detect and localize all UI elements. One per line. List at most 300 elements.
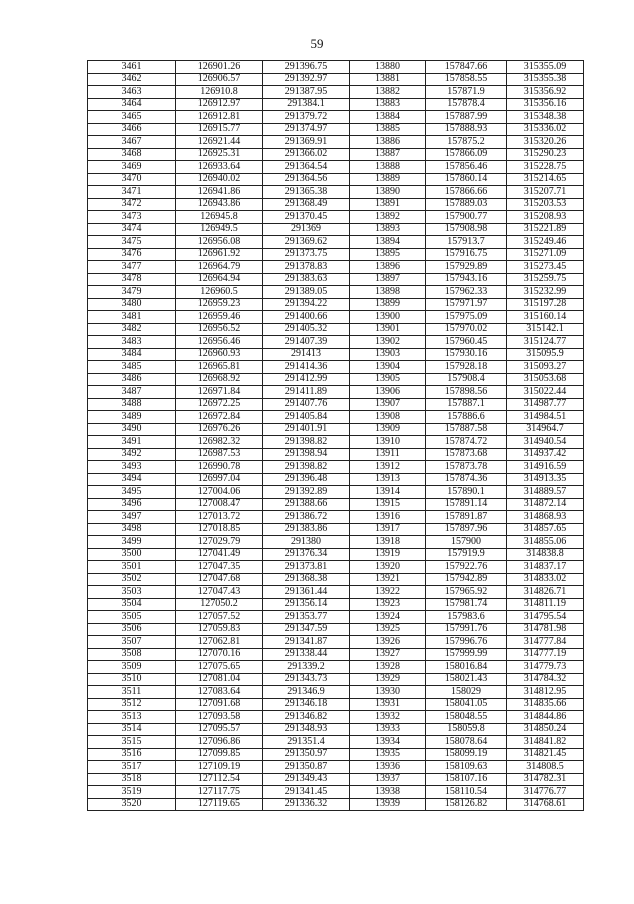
point-number-left-cell: 3491 (88, 436, 176, 449)
x-coordinate-left-cell: 126956.08 (176, 236, 263, 249)
x-coordinate-left-cell: 127004.06 (176, 486, 263, 499)
x-coordinate-left-cell: 126964.94 (176, 273, 263, 286)
point-number-left-cell: 3489 (88, 411, 176, 424)
x-coordinate-left-cell: 126990.78 (176, 461, 263, 474)
coordinate-table-body (88, 61, 584, 811)
y-coordinate-left-cell: 291388.66 (263, 498, 350, 511)
table-row (88, 723, 584, 736)
y-coordinate-left-cell: 291368.49 (263, 198, 350, 211)
point-number-right-cell: 13890 (350, 186, 426, 199)
point-number-left-cell: 3513 (88, 711, 176, 724)
y-coordinate-right-cell: 314833.02 (507, 573, 584, 586)
y-coordinate-left-cell: 291350.87 (263, 761, 350, 774)
table-row (88, 323, 584, 336)
x-coordinate-left-cell: 127117.75 (176, 786, 263, 799)
coordinate-table (87, 60, 584, 811)
x-coordinate-left-cell: 127018.85 (176, 523, 263, 536)
y-coordinate-left-cell: 291387.95 (263, 86, 350, 99)
page-number: 59 (310, 36, 324, 51)
y-coordinate-left-cell: 291407.39 (263, 336, 350, 349)
table-row (88, 61, 584, 74)
x-coordinate-right-cell: 157875.2 (426, 136, 507, 149)
point-number-right-cell: 13896 (350, 261, 426, 274)
y-coordinate-left-cell: 291336.32 (263, 798, 350, 811)
x-coordinate-right-cell: 157916.75 (426, 248, 507, 261)
y-coordinate-left-cell: 291338.44 (263, 648, 350, 661)
x-coordinate-right-cell: 157886.6 (426, 411, 507, 424)
table-row (88, 211, 584, 224)
table-row (88, 523, 584, 536)
x-coordinate-right-cell: 158016.84 (426, 661, 507, 674)
x-coordinate-right-cell: 157943.16 (426, 273, 507, 286)
x-coordinate-left-cell: 126968.92 (176, 373, 263, 386)
table-row (88, 636, 584, 649)
y-coordinate-left-cell: 291346.18 (263, 698, 350, 711)
point-number-left-cell: 3516 (88, 748, 176, 761)
y-coordinate-right-cell: 314779.73 (507, 661, 584, 674)
x-coordinate-left-cell: 127093.58 (176, 711, 263, 724)
y-coordinate-right-cell: 314844.86 (507, 711, 584, 724)
table-row (88, 411, 584, 424)
x-coordinate-right-cell: 157887.1 (426, 398, 507, 411)
y-coordinate-right-cell: 315348.38 (507, 111, 584, 124)
y-coordinate-left-cell: 291413 (263, 348, 350, 361)
point-number-right-cell: 13906 (350, 386, 426, 399)
x-coordinate-left-cell: 127109.19 (176, 761, 263, 774)
x-coordinate-left-cell: 127059.83 (176, 623, 263, 636)
x-coordinate-left-cell: 127047.43 (176, 586, 263, 599)
table-row (88, 648, 584, 661)
y-coordinate-left-cell: 291389.05 (263, 286, 350, 299)
x-coordinate-right-cell: 157858.55 (426, 73, 507, 86)
point-number-right-cell: 13934 (350, 736, 426, 749)
table-row (88, 423, 584, 436)
x-coordinate-right-cell: 158029 (426, 686, 507, 699)
point-number-left-cell: 3462 (88, 73, 176, 86)
y-coordinate-left-cell: 291405.32 (263, 323, 350, 336)
y-coordinate-right-cell: 314937.42 (507, 448, 584, 461)
x-coordinate-left-cell: 127029.79 (176, 536, 263, 549)
y-coordinate-right-cell: 315053.68 (507, 373, 584, 386)
x-coordinate-left-cell: 126987.53 (176, 448, 263, 461)
y-coordinate-right-cell: 315320.26 (507, 136, 584, 149)
x-coordinate-right-cell: 157975.09 (426, 311, 507, 324)
x-coordinate-right-cell: 158048.55 (426, 711, 507, 724)
y-coordinate-right-cell: 315142.1 (507, 323, 584, 336)
point-number-left-cell: 3482 (88, 323, 176, 336)
table-row (88, 686, 584, 699)
x-coordinate-left-cell: 126925.31 (176, 148, 263, 161)
point-number-right-cell: 13927 (350, 648, 426, 661)
table-row (88, 173, 584, 186)
y-coordinate-right-cell: 315124.77 (507, 336, 584, 349)
point-number-right-cell: 13937 (350, 773, 426, 786)
x-coordinate-right-cell: 157996.76 (426, 636, 507, 649)
x-coordinate-left-cell: 127008.47 (176, 498, 263, 511)
table-row (88, 736, 584, 749)
point-number-left-cell: 3493 (88, 461, 176, 474)
x-coordinate-left-cell: 126972.84 (176, 411, 263, 424)
point-number-left-cell: 3475 (88, 236, 176, 249)
x-coordinate-right-cell: 157983.6 (426, 611, 507, 624)
point-number-right-cell: 13922 (350, 586, 426, 599)
table-row (88, 711, 584, 724)
point-number-right-cell: 13921 (350, 573, 426, 586)
y-coordinate-left-cell: 291401.91 (263, 423, 350, 436)
point-number-right-cell: 13918 (350, 536, 426, 549)
y-coordinate-left-cell: 291392.89 (263, 486, 350, 499)
point-number-left-cell: 3486 (88, 373, 176, 386)
y-coordinate-left-cell: 291341.87 (263, 636, 350, 649)
x-coordinate-left-cell: 126912.97 (176, 98, 263, 111)
point-number-right-cell: 13889 (350, 173, 426, 186)
table-row (88, 561, 584, 574)
y-coordinate-left-cell: 291379.72 (263, 111, 350, 124)
point-number-right-cell: 13905 (350, 373, 426, 386)
x-coordinate-right-cell: 157930.16 (426, 348, 507, 361)
y-coordinate-right-cell: 315355.38 (507, 73, 584, 86)
point-number-left-cell: 3477 (88, 261, 176, 274)
x-coordinate-left-cell: 127047.68 (176, 573, 263, 586)
x-coordinate-left-cell: 127099.85 (176, 748, 263, 761)
y-coordinate-right-cell: 314821.45 (507, 748, 584, 761)
point-number-left-cell: 3506 (88, 623, 176, 636)
table-row (88, 586, 584, 599)
x-coordinate-right-cell: 157871.9 (426, 86, 507, 99)
x-coordinate-right-cell: 157908.4 (426, 373, 507, 386)
y-coordinate-right-cell: 315271.09 (507, 248, 584, 261)
y-coordinate-right-cell: 315160.14 (507, 311, 584, 324)
point-number-right-cell: 13880 (350, 61, 426, 74)
point-number-left-cell: 3517 (88, 761, 176, 774)
point-number-left-cell: 3466 (88, 123, 176, 136)
point-number-right-cell: 13911 (350, 448, 426, 461)
x-coordinate-right-cell: 157878.4 (426, 98, 507, 111)
y-coordinate-right-cell: 314837.17 (507, 561, 584, 574)
point-number-left-cell: 3505 (88, 611, 176, 624)
point-number-left-cell: 3498 (88, 523, 176, 536)
point-number-left-cell: 3504 (88, 598, 176, 611)
y-coordinate-right-cell: 314984.51 (507, 411, 584, 424)
point-number-right-cell: 13886 (350, 136, 426, 149)
y-coordinate-right-cell: 315207.71 (507, 186, 584, 199)
table-row (88, 261, 584, 274)
table-row (88, 186, 584, 199)
y-coordinate-right-cell: 314889.57 (507, 486, 584, 499)
y-coordinate-right-cell: 315095.9 (507, 348, 584, 361)
y-coordinate-left-cell: 291400.66 (263, 311, 350, 324)
table-row (88, 386, 584, 399)
table-row (88, 598, 584, 611)
point-number-left-cell: 3468 (88, 148, 176, 161)
table-row (88, 798, 584, 811)
x-coordinate-right-cell: 157960.45 (426, 336, 507, 349)
x-coordinate-left-cell: 126959.46 (176, 311, 263, 324)
x-coordinate-right-cell: 157891.87 (426, 511, 507, 524)
y-coordinate-left-cell: 291346.82 (263, 711, 350, 724)
table-row (88, 286, 584, 299)
point-number-left-cell: 3507 (88, 636, 176, 649)
x-coordinate-right-cell: 157856.46 (426, 161, 507, 174)
x-coordinate-left-cell: 127112.54 (176, 773, 263, 786)
table-row (88, 436, 584, 449)
x-coordinate-left-cell: 126906.57 (176, 73, 263, 86)
table-row (88, 161, 584, 174)
point-number-right-cell: 13929 (350, 673, 426, 686)
point-number-left-cell: 3500 (88, 548, 176, 561)
x-coordinate-right-cell: 157928.18 (426, 361, 507, 374)
y-coordinate-right-cell: 314776.77 (507, 786, 584, 799)
table-row (88, 136, 584, 149)
point-number-left-cell: 3509 (88, 661, 176, 674)
x-coordinate-right-cell: 157981.74 (426, 598, 507, 611)
point-number-left-cell: 3490 (88, 423, 176, 436)
table-row (88, 336, 584, 349)
point-number-left-cell: 3484 (88, 348, 176, 361)
y-coordinate-right-cell: 315221.89 (507, 223, 584, 236)
x-coordinate-left-cell: 126943.86 (176, 198, 263, 211)
point-number-right-cell: 13888 (350, 161, 426, 174)
point-number-right-cell: 13900 (350, 311, 426, 324)
y-coordinate-right-cell: 314777.84 (507, 636, 584, 649)
table-row (88, 761, 584, 774)
y-coordinate-left-cell: 291378.83 (263, 261, 350, 274)
point-number-right-cell: 13935 (350, 748, 426, 761)
y-coordinate-right-cell: 315203.53 (507, 198, 584, 211)
x-coordinate-left-cell: 127070.16 (176, 648, 263, 661)
table-row (88, 298, 584, 311)
x-coordinate-right-cell: 158059.8 (426, 723, 507, 736)
table-row (88, 198, 584, 211)
x-coordinate-left-cell: 126956.46 (176, 336, 263, 349)
y-coordinate-left-cell: 291348.93 (263, 723, 350, 736)
point-number-left-cell: 3469 (88, 161, 176, 174)
y-coordinate-left-cell: 291411.89 (263, 386, 350, 399)
table-row (88, 536, 584, 549)
x-coordinate-right-cell: 157971.97 (426, 298, 507, 311)
x-coordinate-right-cell: 157887.58 (426, 423, 507, 436)
point-number-right-cell: 13882 (350, 86, 426, 99)
x-coordinate-right-cell: 157866.09 (426, 148, 507, 161)
point-number-right-cell: 13938 (350, 786, 426, 799)
y-coordinate-left-cell: 291373.81 (263, 561, 350, 574)
point-number-right-cell: 13919 (350, 548, 426, 561)
y-coordinate-right-cell: 315273.45 (507, 261, 584, 274)
y-coordinate-left-cell: 291374.97 (263, 123, 350, 136)
y-coordinate-right-cell: 315259.75 (507, 273, 584, 286)
point-number-left-cell: 3514 (88, 723, 176, 736)
x-coordinate-right-cell: 158078.64 (426, 736, 507, 749)
x-coordinate-right-cell: 157970.02 (426, 323, 507, 336)
point-number-left-cell: 3481 (88, 311, 176, 324)
y-coordinate-right-cell: 315208.93 (507, 211, 584, 224)
x-coordinate-right-cell: 157919.9 (426, 548, 507, 561)
x-coordinate-left-cell: 126912.81 (176, 111, 263, 124)
table-row (88, 98, 584, 111)
table-row (88, 311, 584, 324)
x-coordinate-left-cell: 126976.26 (176, 423, 263, 436)
point-number-left-cell: 3495 (88, 486, 176, 499)
y-coordinate-left-cell: 291356.14 (263, 598, 350, 611)
x-coordinate-left-cell: 126965.81 (176, 361, 263, 374)
x-coordinate-left-cell: 126933.64 (176, 161, 263, 174)
y-coordinate-right-cell: 314812.95 (507, 686, 584, 699)
point-number-left-cell: 3502 (88, 573, 176, 586)
table-row (88, 73, 584, 86)
y-coordinate-right-cell: 314857.65 (507, 523, 584, 536)
y-coordinate-left-cell: 291366.02 (263, 148, 350, 161)
y-coordinate-right-cell: 314838.8 (507, 548, 584, 561)
table-row (88, 248, 584, 261)
x-coordinate-right-cell: 157922.76 (426, 561, 507, 574)
table-row (88, 361, 584, 374)
table-row (88, 223, 584, 236)
y-coordinate-right-cell: 314872.14 (507, 498, 584, 511)
x-coordinate-left-cell: 126972.25 (176, 398, 263, 411)
point-number-right-cell: 13930 (350, 686, 426, 699)
x-coordinate-left-cell: 126960.93 (176, 348, 263, 361)
y-coordinate-left-cell: 291341.45 (263, 786, 350, 799)
table-row (88, 498, 584, 511)
point-number-left-cell: 3470 (88, 173, 176, 186)
y-coordinate-left-cell: 291394.22 (263, 298, 350, 311)
table-row (88, 373, 584, 386)
y-coordinate-right-cell: 315290.23 (507, 148, 584, 161)
y-coordinate-right-cell: 314855.06 (507, 536, 584, 549)
x-coordinate-left-cell: 127041.49 (176, 548, 263, 561)
y-coordinate-left-cell: 291373.75 (263, 248, 350, 261)
point-number-right-cell: 13925 (350, 623, 426, 636)
point-number-right-cell: 13916 (350, 511, 426, 524)
point-number-left-cell: 3461 (88, 61, 176, 74)
x-coordinate-left-cell: 126910.8 (176, 86, 263, 99)
point-number-right-cell: 13884 (350, 111, 426, 124)
y-coordinate-right-cell: 315356.92 (507, 86, 584, 99)
point-number-right-cell: 13902 (350, 336, 426, 349)
x-coordinate-left-cell: 126901.26 (176, 61, 263, 74)
x-coordinate-left-cell: 127091.68 (176, 698, 263, 711)
point-number-right-cell: 13928 (350, 661, 426, 674)
point-number-right-cell: 13883 (350, 98, 426, 111)
table-row (88, 461, 584, 474)
point-number-right-cell: 13939 (350, 798, 426, 811)
y-coordinate-right-cell: 314916.59 (507, 461, 584, 474)
x-coordinate-right-cell: 157908.98 (426, 223, 507, 236)
y-coordinate-left-cell: 291398.82 (263, 461, 350, 474)
point-number-right-cell: 13917 (350, 523, 426, 536)
point-number-left-cell: 3494 (88, 473, 176, 486)
y-coordinate-right-cell: 314940.54 (507, 436, 584, 449)
point-number-left-cell: 3478 (88, 273, 176, 286)
x-coordinate-left-cell: 127096.86 (176, 736, 263, 749)
point-number-left-cell: 3465 (88, 111, 176, 124)
point-number-right-cell: 13887 (350, 148, 426, 161)
y-coordinate-right-cell: 314811.19 (507, 598, 584, 611)
x-coordinate-right-cell: 157913.7 (426, 236, 507, 249)
y-coordinate-left-cell: 291384.1 (263, 98, 350, 111)
y-coordinate-left-cell: 291392.97 (263, 73, 350, 86)
point-number-left-cell: 3488 (88, 398, 176, 411)
point-number-left-cell: 3518 (88, 773, 176, 786)
x-coordinate-right-cell: 157891.14 (426, 498, 507, 511)
x-coordinate-right-cell: 157873.78 (426, 461, 507, 474)
y-coordinate-left-cell: 291396.48 (263, 473, 350, 486)
y-coordinate-left-cell: 291350.97 (263, 748, 350, 761)
point-number-right-cell: 13881 (350, 73, 426, 86)
y-coordinate-right-cell: 314768.61 (507, 798, 584, 811)
x-coordinate-right-cell: 157900.77 (426, 211, 507, 224)
y-coordinate-left-cell: 291398.94 (263, 448, 350, 461)
point-number-left-cell: 3501 (88, 561, 176, 574)
x-coordinate-right-cell: 157889.03 (426, 198, 507, 211)
y-coordinate-left-cell: 291364.56 (263, 173, 350, 186)
y-coordinate-left-cell: 291383.86 (263, 523, 350, 536)
point-number-left-cell: 3476 (88, 248, 176, 261)
y-coordinate-left-cell: 291365.38 (263, 186, 350, 199)
point-number-right-cell: 13924 (350, 611, 426, 624)
point-number-right-cell: 13908 (350, 411, 426, 424)
x-coordinate-right-cell: 157890.1 (426, 486, 507, 499)
table-row (88, 473, 584, 486)
y-coordinate-left-cell: 291407.76 (263, 398, 350, 411)
y-coordinate-right-cell: 314841.82 (507, 736, 584, 749)
point-number-left-cell: 3512 (88, 698, 176, 711)
point-number-right-cell: 13923 (350, 598, 426, 611)
table-row (88, 511, 584, 524)
y-coordinate-left-cell: 291347.59 (263, 623, 350, 636)
x-coordinate-left-cell: 127095.57 (176, 723, 263, 736)
x-coordinate-left-cell: 126941.86 (176, 186, 263, 199)
y-coordinate-right-cell: 315249.46 (507, 236, 584, 249)
y-coordinate-left-cell: 291380 (263, 536, 350, 549)
point-number-left-cell: 3499 (88, 536, 176, 549)
table-row (88, 348, 584, 361)
y-coordinate-left-cell: 291368.38 (263, 573, 350, 586)
y-coordinate-right-cell: 315197.28 (507, 298, 584, 311)
point-number-right-cell: 13893 (350, 223, 426, 236)
x-coordinate-left-cell: 126940.02 (176, 173, 263, 186)
table-row (88, 661, 584, 674)
point-number-left-cell: 3464 (88, 98, 176, 111)
point-number-right-cell: 13926 (350, 636, 426, 649)
point-number-right-cell: 13912 (350, 461, 426, 474)
x-coordinate-left-cell: 127119.65 (176, 798, 263, 811)
x-coordinate-left-cell: 126997.04 (176, 473, 263, 486)
x-coordinate-left-cell: 126945.8 (176, 211, 263, 224)
y-coordinate-left-cell: 291349.43 (263, 773, 350, 786)
x-coordinate-right-cell: 157874.72 (426, 436, 507, 449)
table-row (88, 273, 584, 286)
y-coordinate-left-cell: 291364.54 (263, 161, 350, 174)
point-number-right-cell: 13904 (350, 361, 426, 374)
x-coordinate-right-cell: 157860.14 (426, 173, 507, 186)
x-coordinate-right-cell: 158041.05 (426, 698, 507, 711)
x-coordinate-left-cell: 126961.92 (176, 248, 263, 261)
point-number-right-cell: 13936 (350, 761, 426, 774)
table-row (88, 236, 584, 249)
table-row (88, 698, 584, 711)
x-coordinate-left-cell: 127013.72 (176, 511, 263, 524)
x-coordinate-right-cell: 158110.54 (426, 786, 507, 799)
y-coordinate-right-cell: 314835.66 (507, 698, 584, 711)
point-number-left-cell: 3503 (88, 586, 176, 599)
y-coordinate-left-cell: 291361.44 (263, 586, 350, 599)
point-number-right-cell: 13892 (350, 211, 426, 224)
y-coordinate-left-cell: 291346.9 (263, 686, 350, 699)
x-coordinate-left-cell: 126960.5 (176, 286, 263, 299)
point-number-right-cell: 13909 (350, 423, 426, 436)
x-coordinate-right-cell: 157900 (426, 536, 507, 549)
